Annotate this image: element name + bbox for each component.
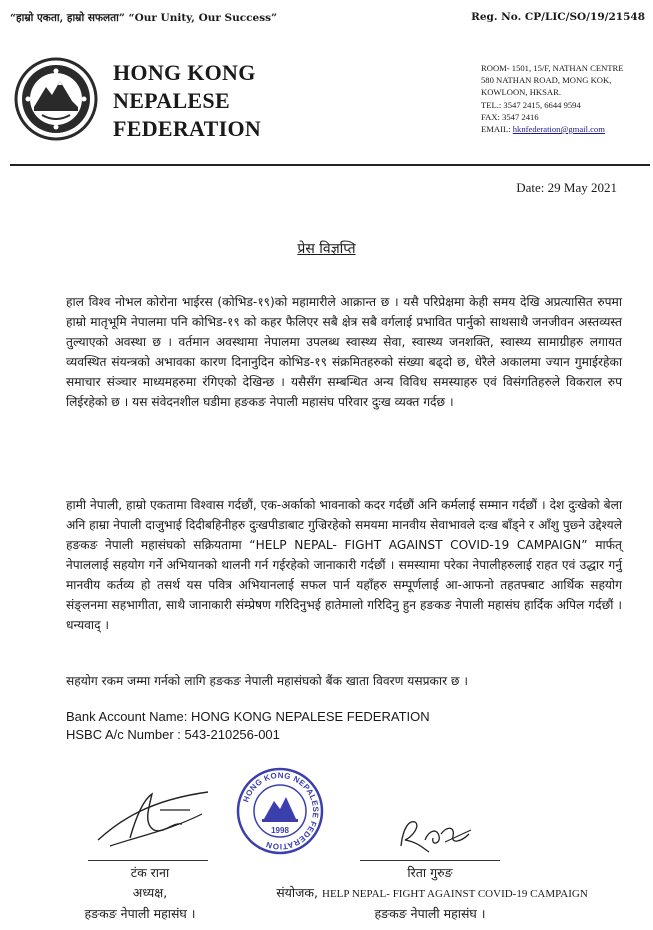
coordinator-role <box>222 884 642 901</box>
address-block <box>481 62 624 135</box>
address-line-5: FAX: 3547 2416 <box>481 111 539 122</box>
federation-logo <box>14 57 98 141</box>
letter-date: Date: 29 May 2021 <box>516 180 617 195</box>
address-line-2: 580 NATHAN ROAD, MONG KOK, <box>481 75 612 86</box>
body-paragraph-2: हामी नेपाली, हाम्रो एकतामा विश्वास गर्दछौं, एक-अर्काको भावनाको कदर गर्दछौं अनि कर्मलाई सम्मान गर्दछौं । देश दुःखेको बेला अनि हाम्रा नेपाली दाजुभाई दिदीबहिनीहरु दुःखपीडाबाट गुज्रिरहेको समयमा मानवीय सेवाभावले दःख बाँड्ने र आँशु पुछ्ने उद्देश्यले हङकङ नेपाली महासंघको सक्रियतामा “HELP NEPAL- FIGHT AGAINST COVID-19 CAMPAIGN” मार्फत् नेपाललाई सहयोग गर्ने अभियानको थालनी गर्न गईरहेको जानाकारी गर्दछौं । समस्यामा परेका नेपालीहरुलाई राहत एवं उद्धार गर्नु मानवीय कर्तव्य हो तसर्थ यस पवित्र अभियानलाई सफल पार्न यहाँहरु सम्पूर्णलाई आ-आफनो तहतफ्बाट आर्थिक सहयोग संङ्लनमा सहभागीता, साथै जानाकारी संम्प्रेषण गरिदिनुभई हातेमालो गरिदिनु हुन हङकङ नेपाली महासंघ हार्दिक अपिल गर्दछौं । धन्यवाद् । <box>66 498 622 632</box>
org-name-line-3: FEDERATION <box>113 116 262 141</box>
president-organization: हङकङ नेपाली महासंघ । <box>84 906 196 921</box>
email-label: EMAIL: <box>481 124 513 135</box>
federation-seal <box>236 767 324 855</box>
president-name: टंक राना <box>130 865 170 880</box>
org-name-line-2: NEPALESE <box>113 88 230 113</box>
press-release-title <box>0 239 653 258</box>
org-name-line-1: HONG KONG <box>113 60 256 85</box>
coordinator-name: रिता गुरुङ <box>407 865 453 880</box>
email-link[interactable]: hknfederation@gmail.com <box>512 124 605 135</box>
header-divider <box>10 164 650 166</box>
coordinator-campaign-name: HELP NEPAL- FIGHT AGAINST COVID-19 CAMPAIGN <box>322 888 588 900</box>
address-line-3: KOWLOON, HKSAR. <box>481 87 561 98</box>
coordinator-signature <box>395 812 475 856</box>
press-release-title-text: प्रेस विज्ञप्ति <box>297 241 356 257</box>
body-paragraph-3: सहयोग रकम जम्मा गर्नको लागि हङकङ नेपाली महासंघको बैंक खाता विवरण यसप्रकार छ । <box>66 674 468 688</box>
address-line-4: TEL.: 3547 2415, 6644 9594 <box>481 99 581 110</box>
seal-year: 1998 <box>271 826 289 835</box>
president-role: अध्यक्ष, <box>132 885 168 900</box>
coordinator-signature-line <box>360 860 500 861</box>
body-paragraph-1: हाल विश्व नोभल कोरोना भाईरस (कोभिड-१९)को महामारीले आक्रान्त छ । यसै परिप्रेक्षमा केही समय देखि अप्रत्यासित रुपमा हाम्रो मातृभूमि नेपालमा पनि कोभिड-१९ को कहर फैलिएर सबै क्षेत्र सबै वर्गलाई प्रभावित पार्नुको साथसाथै जनजीवन अस्तव्यस्त तुल्याएको अवस्था छ । वर्तमान अवस्थामा नेपालमा उपलब्ध स्वास्थ्य सेवा, स्वास्थ्य जनशक्ति, स्वास्थ्य सामाग्रीहरु लगायत व्यवस्थित संयन्त्रको अभावका कारण दिनानुदिन कोभिड-१९ संक्रमितहरुको संख्या बढ्दो छ, धेरैले अकालमा ज्यान गुमाईरहेका समाचार संञ्चार माध्यमहरुमा रंगिएको देखिन्छ । यसैसँग सम्बन्धित अन्य विविध समस्याहरु एवं विसंगतिहरुले विकराल रुप लिईरहेको छ । यस संवेदनशील घडीमा हङकङ नेपाली महासंघ परिवार दुःख व्यक्त गर्दछ । <box>66 295 622 409</box>
address-line-1: ROOM- 1501, 15/F, NATHAN CENTRE <box>481 63 624 73</box>
header-slogan: “हाम्रो एकता, हाम्रो सफलता” “Our Unity, Our Success” <box>10 12 278 24</box>
president-signature <box>90 780 220 850</box>
email-line <box>481 123 624 135</box>
registration-number: Reg. No. CP/LIC/SO/19/21548 <box>471 11 645 23</box>
organization-name <box>113 59 261 143</box>
coordinator-organization: हङकङ नेपाली महासंघ । <box>374 906 486 921</box>
seal-ring-text: HONG KONG NEPALESE FEDERATION <box>241 770 321 852</box>
bank-account-number: HSBC A/c Number : 543-210256-001 <box>66 727 280 742</box>
bank-account-name: Bank Account Name: HONG KONG NEPALESE FEDERATION <box>66 709 430 724</box>
president-signature-line <box>88 860 208 861</box>
coordinator-role-nepali: संयोजक, <box>276 885 319 900</box>
